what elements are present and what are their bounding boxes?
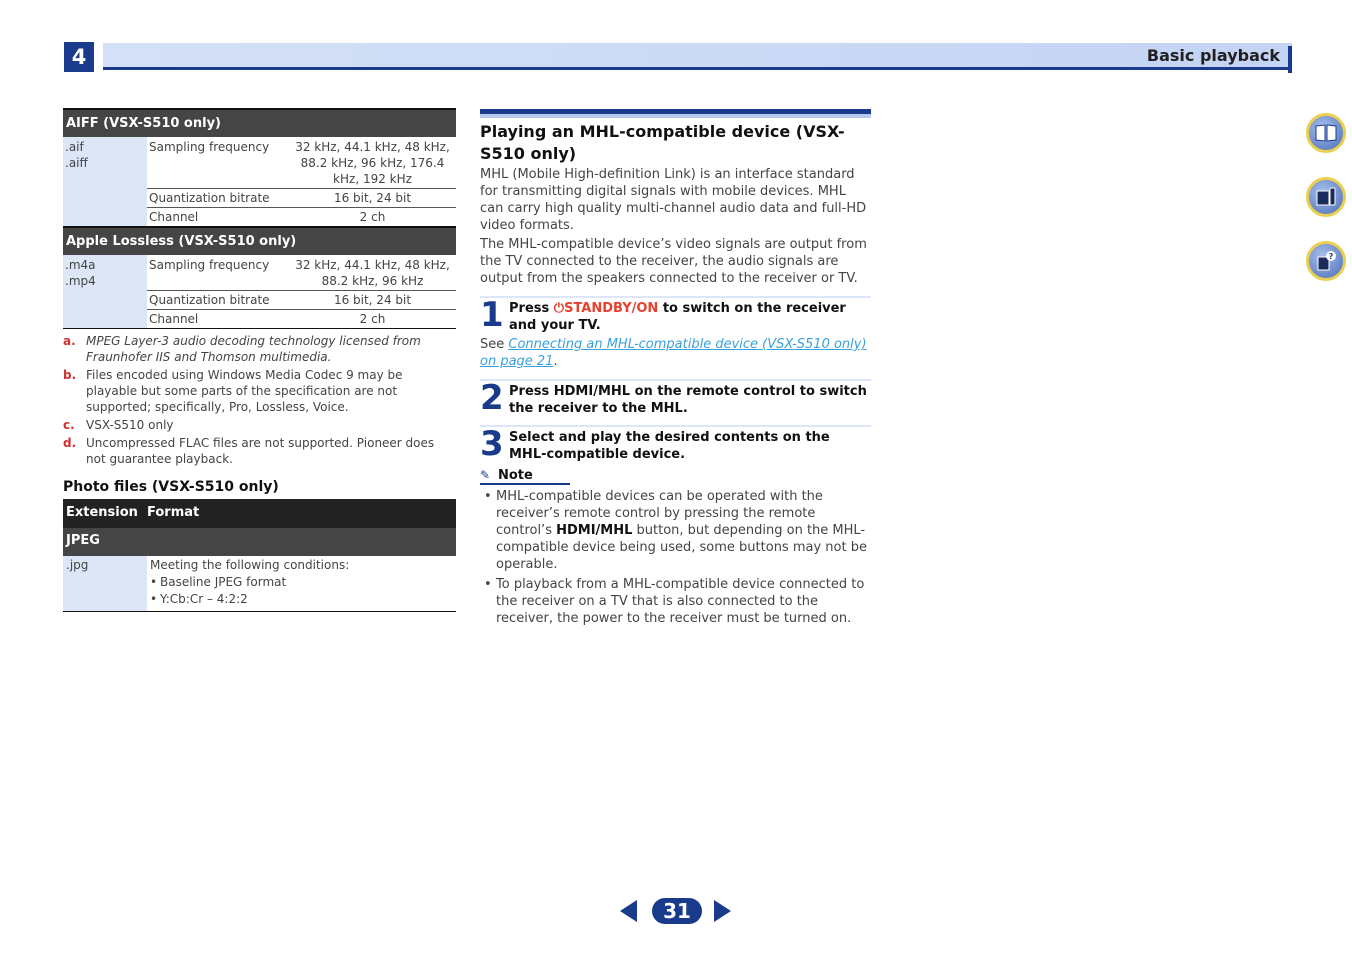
step-number: 1: [480, 295, 504, 335]
note-heading: [480, 468, 570, 485]
note-text-pre: MHL-compatible devices can be operated with the receiver’s remote control by pressing the remote control’s: [496, 489, 823, 538]
note-label: Note: [498, 468, 533, 483]
list-item-text: Y:Cb:Cr – 4:2:2: [160, 592, 248, 606]
step-text: [509, 300, 871, 334]
pencil-icon: ✎: [480, 468, 491, 482]
step-3: [480, 425, 871, 463]
col-extension: Extension: [66, 505, 138, 520]
format-intro: Meeting the following conditions:: [150, 558, 350, 572]
alac-table: [63, 255, 456, 329]
spec-value: 16 bit, 24 bit: [289, 291, 456, 310]
note-button-name: HDMI/MHL: [556, 523, 633, 538]
list-item: [150, 591, 349, 608]
footnote-text: VSX-S510 only: [86, 418, 174, 432]
spec-label: Quantization bitrate: [147, 291, 289, 310]
footnote: [63, 435, 456, 467]
step-number: 3: [480, 424, 504, 464]
see-label: See: [480, 337, 509, 352]
note-list: [480, 488, 871, 627]
help-icon[interactable]: [1306, 241, 1346, 281]
page-number: 31: [652, 898, 702, 924]
spec-value: 32 kHz, 44.1 kHz, 48 kHz, 88.2 kHz, 96 kHz, 176.4 kHz, 192 kHz: [289, 137, 456, 189]
pager: [620, 896, 735, 926]
mhl-output-info: The MHL-compatible device’s video signals are output from the TV connected to the receiver, the audio signals are output from the speakers connected to the receiver or TV.: [480, 237, 867, 286]
chapter-number: 4: [64, 42, 94, 72]
alac-table-header: Apple Lossless (VSX-S510 only): [63, 226, 456, 255]
col-format: Format: [147, 505, 200, 520]
spec-label: Channel: [149, 312, 199, 326]
ext-aiff: .aiff: [65, 156, 88, 170]
bullet-icon: •: [150, 575, 158, 589]
ext-m4a: .m4a: [65, 258, 96, 272]
note-text-post: button, but depending on the MHL-compatible device being used, some buttons may not be operable.: [496, 523, 867, 572]
spec-label: Channel: [149, 210, 199, 224]
next-page-icon[interactable]: [714, 900, 731, 922]
footnote-text: Uncompressed FLAC files are not supported. Pioneer does not guarantee playback.: [86, 436, 435, 466]
aiff-table: [63, 137, 456, 226]
prev-page-icon[interactable]: [620, 900, 637, 922]
jpeg-row: JPEG: [63, 528, 456, 556]
footnote: [63, 367, 456, 415]
step-number: 2: [480, 378, 504, 418]
photo-files-title: Photo files (VSX-S510 only): [63, 479, 279, 495]
format-conditions: [147, 556, 352, 611]
svg-text:?: ?: [1328, 252, 1334, 261]
footnote-text: MPEG Layer-3 audio decoding technology licensed from Fraunhofer IIS and Thomson multimedia.: [86, 334, 421, 364]
see-reference: [480, 336, 871, 370]
spec-label: Quantization bitrate: [147, 189, 289, 208]
bullet-icon: •: [484, 489, 492, 504]
book-icon: [1314, 123, 1338, 143]
question-remote-icon: [1314, 249, 1338, 273]
standby-key: STANDBY/ON: [564, 301, 659, 316]
aiff-table-header: AIFF (VSX-S510 only): [63, 108, 456, 137]
footnote-letter: b.: [63, 368, 77, 382]
section-bar: [480, 109, 871, 118]
spec-value: 16 bit, 24 bit: [289, 189, 456, 208]
manual-book-icon[interactable]: [1306, 113, 1346, 153]
spec-value: 2 ch: [359, 312, 386, 326]
footnote-letter: d.: [63, 436, 77, 450]
list-item-text: [496, 488, 871, 573]
step-2: [480, 379, 871, 417]
bullet-icon: •: [150, 592, 158, 606]
step-text: Press HDMI/MHL on the remote control to switch the receiver to the MHL.: [509, 384, 867, 416]
step-text: Select and play the desired contents on the MHL-compatible device.: [509, 430, 830, 462]
spec-value: 2 ch: [359, 210, 386, 224]
spec-label: Sampling frequency: [147, 137, 289, 189]
bullet-icon: •: [484, 577, 492, 592]
list-item: [150, 574, 349, 591]
footnote-letter: c.: [63, 418, 75, 432]
right-column: [480, 109, 871, 630]
footnote-letter: a.: [63, 334, 76, 348]
step-1: [480, 296, 871, 334]
see-end: .: [553, 354, 558, 369]
remote-icon: [1314, 185, 1338, 209]
footnote-text: Files encoded using Windows Media Codec 9 may be playable but some parts of the specification are not supported; specifically, Pro, Lossless, Voice.: [86, 368, 403, 414]
header-bar: [103, 43, 1292, 70]
spec-value: 32 kHz, 44.1 kHz, 48 kHz, 88.2 kHz, 96 kHz: [289, 255, 456, 291]
see-link[interactable]: Connecting an MHL-compatible device (VSX-S510 only) on page 21: [480, 337, 867, 369]
ext-jpg: .jpg: [63, 556, 147, 611]
spec-label: Sampling frequency: [147, 255, 289, 291]
step-text-pre: Press: [509, 301, 554, 316]
alac-extensions: [63, 255, 147, 329]
footnote: [63, 333, 456, 365]
list-item-text: To playback from a MHL-compatible device connected to the receiver on a TV that is also connected to the receiver, the power to the receiver must be turned on.: [496, 577, 865, 626]
photo-table-header: [63, 499, 456, 528]
receiver-remote-icon[interactable]: [1306, 177, 1346, 217]
list-item-text: Baseline JPEG format: [160, 575, 287, 589]
mhl-intro: MHL (Mobile High-definition Link) is an interface standard for transmitting digital signals with mobile devices. MHL can carry high quality multi-channel audio data and full-HD video formats.: [480, 167, 867, 233]
ext-aif: .aif: [65, 140, 84, 154]
list-item: [484, 576, 871, 627]
step-text-post: to switch on the receiver and your TV.: [509, 301, 846, 333]
section-title: Basic playback: [1146, 46, 1280, 65]
mhl-title: Playing an MHL-compatible device (VSX-S510 only): [480, 122, 845, 163]
header-bar-edge: [1288, 46, 1292, 73]
list-item: [484, 488, 871, 573]
power-icon: ⏻: [553, 301, 565, 316]
left-column: [63, 108, 456, 612]
aiff-extensions: [63, 137, 147, 226]
photo-table-body: [63, 556, 456, 612]
ext-mp4: .mp4: [65, 274, 96, 288]
footnotes: [63, 333, 456, 467]
footnote: [63, 417, 456, 433]
